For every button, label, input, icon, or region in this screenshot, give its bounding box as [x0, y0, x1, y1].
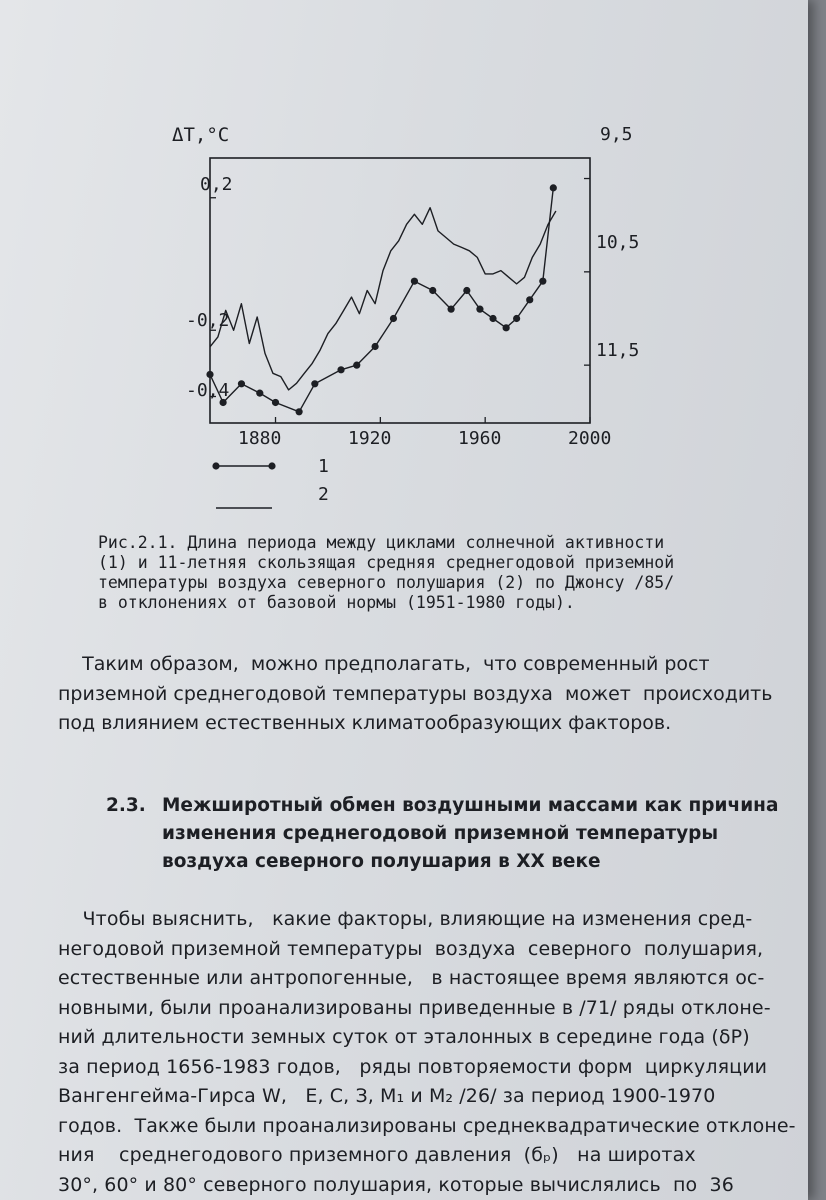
data-point	[539, 278, 546, 285]
text-line: Чтобы выяснить, какие факторы, влияющие на изменения сред-	[58, 908, 753, 930]
data-point	[337, 366, 344, 373]
text-line: естественные или антропогенные, в настоящее время являются ос-	[58, 967, 765, 989]
text-line: приземной среднегодовой температуры воздуха может происходить	[58, 682, 773, 705]
heading-line: Межширотный обмен воздушными массами как причина	[162, 795, 779, 816]
data-point	[476, 306, 483, 313]
data-point	[272, 399, 279, 406]
data-point	[372, 343, 379, 350]
legend-label-1: 1	[318, 456, 329, 477]
caption-line: температуры воздуха северного полушария (2) по Джонсу /85/	[98, 573, 675, 592]
data-point	[411, 278, 418, 285]
text-line: новными, были проанализированы приведенные в /71/ ряды отклоне-	[58, 996, 771, 1019]
heading-line: воздуха северного полушария в XX веке	[162, 851, 601, 872]
left-tick-label: 0,2	[200, 174, 233, 195]
paragraph-main	[58, 905, 796, 1200]
text-line: под влиянием естественных климатообразующих факторов.	[58, 712, 672, 734]
data-point	[296, 408, 303, 415]
text-line: годов. Также были проанализированы среднеквадратические отклоне-	[58, 1114, 796, 1137]
right-tick-label: 9,5	[600, 124, 633, 145]
legend-dot	[212, 462, 219, 469]
caption-line: (1) и 11-летняя скользящая средняя среднегодовой приземной	[98, 553, 675, 572]
data-point	[256, 390, 263, 397]
left-tick-label: -0,4	[186, 380, 230, 401]
x-tick-label: 1880	[238, 428, 282, 449]
text-line: негодовой приземной температуры воздуха северного полушария,	[58, 937, 764, 960]
x-tick-label: 2000	[568, 428, 612, 449]
data-point	[429, 287, 436, 294]
heading-line: изменения среднегодовой приземной температуры	[162, 823, 719, 844]
figure-2-1	[160, 118, 640, 513]
paragraph-conclusion	[58, 650, 788, 739]
data-point	[238, 380, 245, 387]
data-point	[503, 324, 510, 331]
text-line: ний длительности земных суток от эталонных в середине года (δP)	[58, 1026, 750, 1048]
data-point	[463, 287, 470, 294]
text-line: за период 1656-1983 годов, ряды повторяемости форм циркуляции	[58, 1055, 768, 1078]
data-point	[513, 315, 520, 322]
text-line: Таким образом, можно предполагать, что современный рост	[58, 653, 710, 675]
data-point	[206, 371, 213, 378]
figure-caption	[98, 533, 788, 613]
legend-dot	[268, 462, 275, 469]
x-tick-label: 1960	[458, 428, 502, 449]
series-line-1	[210, 188, 553, 412]
section-heading	[106, 792, 796, 876]
right-tick-label: 10,5	[596, 232, 640, 253]
legend-label-2: 2	[318, 484, 329, 505]
data-point	[526, 296, 533, 303]
data-point	[448, 306, 455, 313]
right-tick-label: 11,5	[596, 340, 640, 361]
y-axis-label: ΔT,°C	[172, 124, 230, 146]
data-point	[489, 315, 496, 322]
x-tick-label: 1920	[348, 428, 392, 449]
text-line: Вангенгейма-Гирса W, E, C, З, M₁ и M₂ /26/ за период 1900-1970	[58, 1085, 716, 1107]
left-tick-label: -0,2	[186, 310, 230, 331]
data-point	[353, 362, 360, 369]
series-line-2	[210, 208, 556, 390]
caption-line: в отклонениях от базовой нормы (1951-1980 годы).	[98, 593, 575, 612]
section-number: 2.3.	[106, 795, 146, 816]
text-line: ния среднегодового приземного давления (бₚ) на широтах	[58, 1144, 696, 1166]
text-line: 30°, 60° и 80° северного полушария, которые вычислялись по 36	[58, 1173, 734, 1196]
data-point	[311, 380, 318, 387]
data-point	[550, 184, 557, 191]
data-point	[390, 315, 397, 322]
plot-frame	[210, 158, 590, 423]
caption-line: Рис.2.1. Длина периода между циклами солнечной активности	[98, 533, 665, 552]
